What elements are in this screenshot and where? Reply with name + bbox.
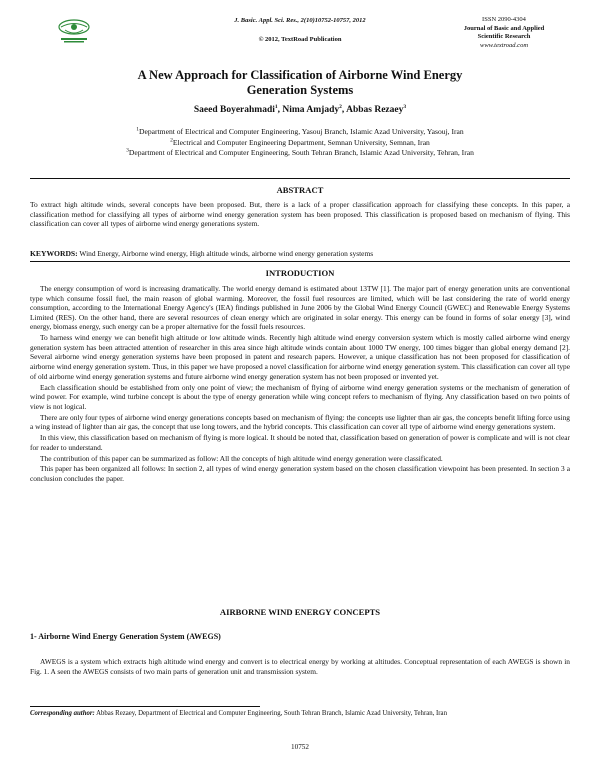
affiliations [40,127,560,159]
keywords [30,249,570,259]
corresponding-author-note [30,710,570,719]
intro-paragraph: To harness wind energy we can benefit high altitude or low altitude winds. Recently high altitude wind energy conversion system which is mostly called airborne wind energy generation system has been attracted attention of researcher in this area since high altitude winds contain about 1000 TW energy, 100 times bigger than global energy demand [2]. Several airborne wind energy generation systems have been proposed in patent and research papers. However, a unique classification has not been proposed for classification of airborne wind energy generation system. Thus, in this paper we have proposed a novel classification for airborne wind energy generation system. This classification can cover all type of old airborne wind energy generation systems and future airborne wind energy generation system has not been proposed or invented yet. [30,333,570,381]
title-line-2: Generation Systems [246,83,354,97]
author-1: Saeed Boyerahmadi [193,105,275,115]
journal-reference: J. Basic. Appl. Sci. Res., 2(10)10752-10757, 2012 [234,17,366,24]
concepts-body [30,657,570,676]
authors: Saeed Boyerahmadi$^1$, Nima Amjady$^2$, Abbas Rezaey$^3$ [193,103,407,115]
affiliation-1 [40,127,560,138]
affiliation-3 [40,148,560,159]
author-3: Abbas Rezaey [346,105,404,115]
header-center [180,16,420,44]
affiliation-2-text: Electrical and Computer Engineering Department, Semnan University, Semnan, Iran [172,137,430,147]
affiliation-2-sup: 2 [170,136,173,143]
journal-name-line2: Scientific Research [477,33,531,40]
intro-paragraph: The energy consumption of word is increasing dramatically. The world energy demand is estimated about 13TW [1]. The major part of energy generation units are conventional type which consume fossil fuel, the main reason of global warming. Moreover, the fossil fuel resources are limited, which will be last considering the rate of world energy consumption, according to the International Energy Agency's (IEA) findings published in June 2006 by the Global Wind Energy Council (GWEC) and Renewable Energy Systems Limited (RES). On the other hand, there are several resources of clean energy which are originated in solar energy. This energy can be found in forms of solar energy [3], wind energy, biomass energy, such energy can be a proper alternative for the fossil fuels resources. [30,284,570,332]
issn: ISSN 2090-4304 [482,16,526,23]
keywords-label: KEYWORDS: [30,249,78,258]
author-2-sup: 2 [339,103,342,110]
affiliation-2 [40,138,560,149]
abstract-text: To extract high altitude winds, several concepts have been proposed. But, there is a lack of a proper classification approach for classifying these concepts. In this paper, a classification method for classifying all types of airborne wind energy generation system has been proposed. This classification is proposed based on mechanism of flying. This classification can cover all types of airborne wind energy generations system. [30,200,570,229]
author-2: Nima Amjady [282,105,340,115]
affiliation-3-sup: 3 [126,147,129,154]
keywords-text: Wind Energy, Airborne wind energy, High altitude winds, airborne wind energy generation systems [77,249,374,258]
affiliation-1-text: Department of Electrical and Computer Engineering, Yasouj Branch, Islamic Azad University, Yasouj, Iran [139,127,464,136]
concepts-paragraph: AWEGS is a system which extracts high altitude wind energy and convert is to electrical energy by working at altitudes. Conceptual representation of each AWEGS is shown in Fig. 1. A seen the AWEGS consists of two main parts of generation unit and transmission system. [30,657,570,676]
intro-paragraph: The contribution of this paper can be summarized as follow: All the concepts of high altitude wind energy generation were classificated. [40,453,443,463]
paper-title [40,68,560,98]
intro-paragraph: Each classification should be established from only one point of view; the mechanism of flying of airborne wind energy generation systems or the mechanism of generation of wind power. For example, wind turbine concept is about the type of energy generation while wing concept refers to mechanism of flying. Any classification based on two points of view is not logical. [30,382,570,411]
author-3-sup: 3 [403,103,407,110]
rule-above-abstract [30,178,570,179]
intro-paragraph: In this view, this classification based on mechanism of flying is more logical. It should be noted that, classification based on generation of power is complicate and will is not clear for reader to understand. [30,433,570,452]
journal-website[interactable]: www.textroad.com [479,41,529,49]
affiliation-1-sup: 1 [136,126,140,133]
concepts-subheading: 1- Airborne Wind Energy Generation System (AWEGS) [30,632,221,641]
corresponding-author-text: Abbas Rezaey, Department of Electrical and Computer Engineering, South Tehran Branch, Islamic Azad University, Tehran, Iran [94,710,447,717]
copyright: © 2012, TextRoad Publication [258,36,342,43]
concepts-heading: AIRBORNE WIND ENERGY CONCEPTS [219,607,381,617]
title-line-1: A New Approach for Classification of Airborne Wind Energy [137,68,463,82]
author-1-sup: 1 [274,103,278,110]
footnote-rule [30,706,260,707]
affiliation-3-text: Department of Electrical and Computer Engineering, South Tehran Branch, Islamic Azad University, Tehran, Iran [128,148,474,157]
intro-paragraph: This paper has been organized all follows: In section 2, all types of wind energy generation system based on the chosen classification viewpoint has been presented. In section 3 a conclusion concludes the paper. [30,464,570,484]
header-right [440,16,568,50]
journal-logo [55,18,93,44]
introduction-heading: INTRODUCTION [265,268,335,278]
rule-below-abstract [30,261,570,262]
intro-paragraph: There are only four types of airborne wind energy generations concepts based on mechanism of flying: the concepts use lighter than air gas, the concepts benefit lifting force using a wing instead of lighter than air gas, the concept that use long towers, and the hybrid concepts. This classification can cover all type of airborne wind energy generations system. [30,412,570,432]
journal-name-line1: Journal of Basic and Applied [463,24,545,32]
corresponding-author-label: Corresponding author: [30,710,95,717]
abstract-heading: ABSTRACT [276,185,324,195]
introduction-body [30,284,570,484]
page-number: 10752 [291,743,309,751]
